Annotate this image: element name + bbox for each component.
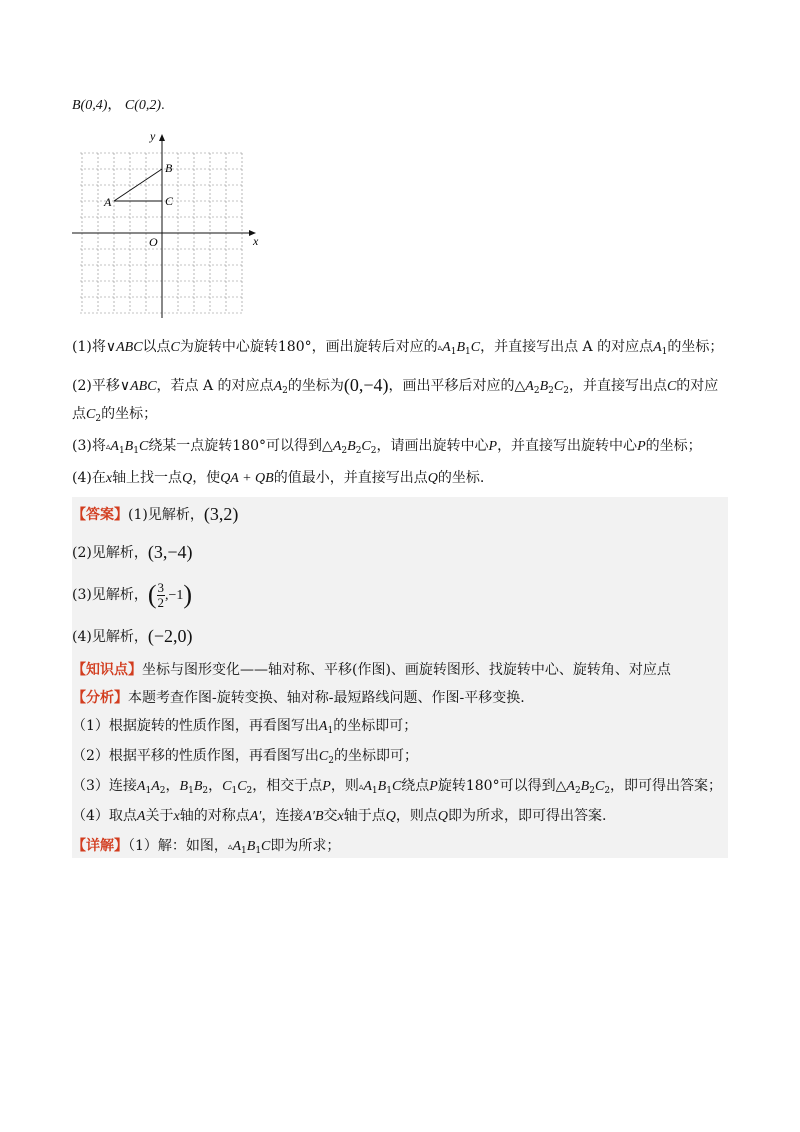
coordinate-grid-figure: [70, 128, 270, 318]
question-4: (4)在x轴上找一点Q，使QA + QB的值最小，并直接写出点Q的坐标.: [72, 470, 485, 486]
analysis-step-3: （3）连接$A_1A_2$，$B_1B_2$，$C_1C_2$，相交于点P，则$▵A_1B_1C$绕点P旋转180°可以得到$\triangle A_2B_2C_2$，即可得出答案；: [72, 778, 723, 796]
label-a: A: [104, 195, 112, 209]
question-2: (2)平移∨ABC，若点 A 的对应点$A_2$的坐标为(0,−4)，画出平移后对应的$\triangle A_2B_2C_2$，并直接写出点C的对应: [72, 375, 719, 396]
analysis-step-1: （1）根据旋转的性质作图，再看图写出$A_1$的坐标即可；: [72, 718, 418, 736]
detail-tag: 【详解】: [72, 838, 128, 854]
label-x: x: [253, 234, 259, 248]
label-c: C: [165, 194, 174, 208]
knowledge-tag: 【知识点】: [72, 662, 142, 678]
question-2-line-2: 点$C_2$的坐标；: [72, 406, 158, 424]
analysis-step-2: （2）根据平移的性质作图，再看图写出$C_2$的坐标即可；: [72, 748, 418, 766]
question-1: (1)将∨ABC以点C为旋转中心旋转180°，画出旋转后对应的$▵A_1B_1C$，并直接写出点 A 的对应点$A_1$的坐标；: [72, 339, 724, 357]
answer-3: (3)见解析，( $\frac{3}{2}$ ,−1): [72, 579, 193, 610]
analysis-intro: 【分析】本题考查作图-旋转变换、轴对称-最短路线问题、作图-平移变换.: [72, 690, 525, 706]
analysis-step-4: （4）取点A关于x轴的对称点A′，连接A′B交x轴于点Q，则点Q即为所求，即可得出答案.: [72, 808, 607, 824]
answer-1: 【答案】(1)见解析，(3,2): [72, 504, 239, 524]
question-3: (3)将$▵A_1B_1C$绕某一点旋转180°可以得到$\triangle A_2B_2C_2$，请画出旋转中心P，并直接写出旋转中心P的坐标；: [72, 438, 702, 456]
detail-solution: 【详解】（1）解：如图，$▵A_1B_1C$即为所求；: [72, 838, 341, 856]
analysis-tag: 【分析】: [72, 690, 128, 706]
answer-tag: 【答案】: [72, 507, 128, 523]
label-b: B: [165, 161, 173, 175]
fraction-three-halves: $\frac{3}{2}$: [157, 579, 165, 610]
answer-2: (2)见解析，(3,−4): [72, 542, 193, 562]
header-coordinates: B(0,4)， C(0,2).: [72, 98, 165, 113]
coord-c: C(0,2): [124, 98, 162, 113]
y-axis-arrow: [159, 134, 165, 141]
knowledge-point: 【知识点】坐标与图形变化——轴对称、平移(作图)、画旋转图形、找旋转中心、旋转角、对应点: [72, 662, 671, 678]
label-y: y: [150, 129, 156, 143]
coord-b: B(0,4): [72, 98, 108, 113]
label-o: O: [149, 235, 158, 249]
answer-4: (4)见解析，(−2,0): [72, 626, 193, 646]
